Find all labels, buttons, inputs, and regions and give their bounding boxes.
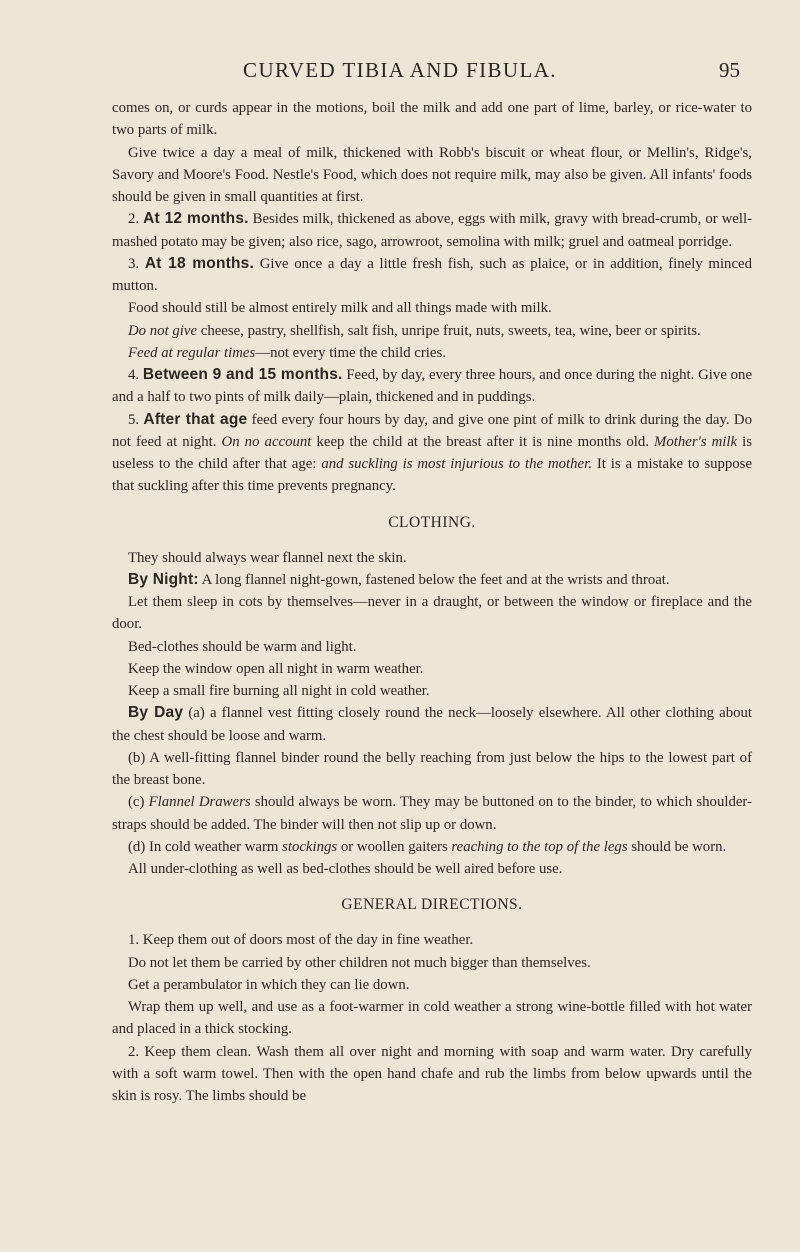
paragraph-perambulator (112, 974, 752, 996)
paragraph-clean (112, 1041, 752, 1108)
section-number: 5. (128, 411, 140, 428)
section-heading: Between 9 and 15 months. (142, 366, 343, 383)
paragraph-window (112, 658, 752, 680)
text: is useless to the child after that age: (112, 433, 753, 472)
section-text: Feed, by day, every three hours, and once during the night. Give one and a half to two pints of milk daily—plain, thickened and in puddings. (112, 367, 753, 406)
section-18-months (112, 253, 752, 298)
section-by-day (112, 702, 752, 747)
paragraph-flannel (112, 547, 752, 569)
emphasis: Mother's milk (654, 433, 738, 450)
emphasis: Feed at regular times (128, 344, 256, 361)
item-marker: (b) (128, 749, 146, 766)
paragraph-do-not-give (112, 320, 752, 342)
section-text: A long flannel night-gown, fastened below the feet and at the wrists and throat. (201, 571, 670, 588)
text: should be worn. (631, 838, 727, 855)
paragraph-aired (112, 858, 752, 880)
text: Keep the window open all night in warm weather. (128, 660, 424, 677)
text: Food should still be almost entirely milk and all things made with milk. (128, 300, 552, 317)
emphasis: Flannel Drawers (148, 794, 251, 811)
text: —not every time the child cries. (255, 344, 446, 361)
section-text: Give once a day a little fresh fish, such as plaice, or in addition, finely minced mutton. (112, 255, 752, 294)
text: Wrap them up well, and use as a foot-warmer in cold weather a strong wine-bottle filled with hot water and placed in a thick stocking. (112, 999, 752, 1038)
page-header (0, 58, 800, 88)
text: A well-fitting flannel binder round the belly reaching from just below the hips to the lowest part of the breast bone. (112, 749, 752, 788)
paragraph-food-milk (112, 297, 752, 319)
section-heading: At 12 months. (143, 210, 249, 228)
text: should always be worn. They may be buttoned on to the binder, to which shoulder-straps should be added. The binder will then not slip up or down. (112, 794, 752, 833)
text: Bed-clothes should be warm and light. (128, 638, 357, 655)
section-number: 3. (128, 255, 140, 272)
emphasis: Do not give (128, 322, 198, 339)
item-marker: (c) (128, 794, 145, 811)
emphasis: reaching to the top of the legs (451, 838, 628, 855)
section-12-months (112, 208, 752, 253)
text: All under-clothing as well as bed-clothes should be well aired before use. (128, 861, 563, 877)
section-heading: By Day (128, 704, 184, 722)
section-heading: By Night: (128, 570, 199, 588)
paragraph-infant-foods (112, 142, 752, 209)
section-9-15-months (112, 364, 752, 409)
section-text: Besides milk, thickened as above, eggs with milk, gravy with bread-crumb, or well-mashed potato may be given; also rice, sago, arrowroot, semolina with milk; gruel and oatmeal porridge. (112, 211, 752, 250)
text: It is a mistake to suppose that suckling after this time prevents pregnancy. (112, 456, 753, 495)
emphasis: stockings (282, 838, 338, 855)
section-heading: After that age (143, 410, 248, 428)
paragraph-carried (112, 952, 752, 974)
section-text: a flannel vest fitting closely round the neck—loosely elsewhere. All other clothing about the chest should be loose and warm. (112, 705, 753, 744)
text: comes on, or curds appear in the motions, boil the milk and add one part of lime, barley, or rice-water to two parts of milk. (112, 100, 752, 139)
section-after-that-age (112, 409, 752, 498)
text: In cold weather warm (148, 838, 279, 855)
item-binder (112, 747, 752, 792)
page-number: 95 (719, 58, 740, 82)
paragraph-regular-times (112, 342, 752, 364)
item-drawers (112, 791, 752, 836)
paragraph-wrap (112, 996, 752, 1041)
paragraph-bed-clothes (112, 636, 752, 658)
text: keep the child at the breast after it is nine months old. (316, 433, 649, 450)
text: Get a perambulator in which they can lie down. (128, 976, 410, 993)
text: Do not let them be carried by other children not much bigger than themselves. (128, 954, 591, 971)
general-directions-heading: GENERAL DIRECTIONS. (341, 896, 523, 914)
section-heading: At 18 months. (144, 254, 254, 272)
page-body (112, 97, 752, 1107)
text: cheese, pastry, shellfish, salt fish, unripe fruit, nuts, sweets, tea, wine, beer or spirits. (200, 322, 701, 339)
item-stockings (112, 836, 752, 858)
item-marker: (d) (128, 838, 146, 855)
paragraph-cots (112, 591, 752, 636)
text: feed every four hours by day, and give one pint of milk to drink during the day. Do not feed at night. (112, 411, 753, 450)
text: Let them sleep in cots by themselves—never in a draught, or between the window or fireplace and the door. (112, 594, 752, 633)
text: 2. Keep them clean. Wash them all over night and morning with soap and warm water. Dry carefully with a soft warm towel. Then with the open hand chafe and rub the limbs from below upwards until the skin is rosy. The limbs should be (112, 1043, 752, 1104)
text: 1. Keep them out of doors most of the day in fine weather. (128, 932, 474, 949)
running-title: CURVED TIBIA AND FIBULA. (243, 58, 557, 82)
section-number: 2. (128, 211, 140, 228)
emphasis: and suckling is most injurious to the mother. (321, 456, 592, 472)
text: They should always wear flannel next the skin. (128, 549, 407, 566)
section-by-night (112, 569, 752, 591)
text: Keep a small fire burning all night in cold weather. (128, 683, 430, 699)
item-marker: (a) (188, 705, 205, 722)
paragraph-curds (112, 97, 752, 142)
paragraph-fire (112, 680, 752, 702)
text: Give twice a day a meal of milk, thickened with Robb's biscuit or wheat flour, or Mellin's, Ridge's, Savory and Moore's Food. Nestle's Food, which does not require milk, may also be given. All infants' foods should be given in small quantities at first. (112, 144, 752, 205)
section-number: 4. (128, 367, 140, 383)
paragraph-outdoors (112, 929, 752, 951)
emphasis: On no account (221, 433, 312, 450)
text: or woollen gaiters (340, 838, 448, 855)
clothing-heading: CLOTHING. (388, 513, 476, 531)
